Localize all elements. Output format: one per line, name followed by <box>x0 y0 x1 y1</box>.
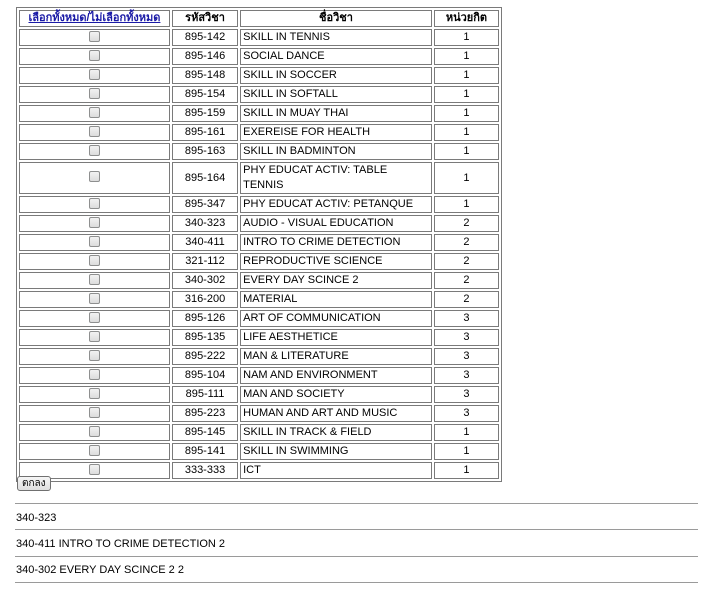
course-code-cell: 321-112 <box>172 253 238 270</box>
table-row <box>19 48 499 65</box>
course-credit-cell: 2 <box>434 253 499 270</box>
row-select-cell <box>19 386 170 403</box>
course-name-cell: AUDIO - VISUAL EDUCATION <box>240 215 432 232</box>
course-checkbox[interactable] <box>89 426 100 437</box>
course-code-cell: 333-333 <box>172 462 238 479</box>
row-select-cell <box>19 196 170 213</box>
course-checkbox[interactable] <box>89 217 100 228</box>
course-name-cell: SKILL IN SOCCER <box>240 67 432 84</box>
course-checkbox[interactable] <box>89 198 100 209</box>
course-checkbox[interactable] <box>89 331 100 342</box>
course-credit-cell: 1 <box>434 443 499 460</box>
course-code-cell: 895-347 <box>172 196 238 213</box>
table-row <box>19 329 499 346</box>
course-name-cell: MAN AND SOCIETY <box>240 386 432 403</box>
row-select-cell <box>19 162 170 194</box>
divider <box>15 503 698 504</box>
course-credit-cell: 1 <box>434 143 499 160</box>
row-select-cell <box>19 272 170 289</box>
course-checkbox[interactable] <box>89 107 100 118</box>
course-checkbox[interactable] <box>89 255 100 266</box>
course-checkbox[interactable] <box>89 388 100 399</box>
course-checkbox[interactable] <box>89 236 100 247</box>
table-row <box>19 29 499 46</box>
course-code-cell: 895-159 <box>172 105 238 122</box>
course-credit-cell: 1 <box>434 162 499 194</box>
course-code-cell: 340-302 <box>172 272 238 289</box>
course-name-cell: MATERIAL <box>240 291 432 308</box>
course-checkbox[interactable] <box>89 88 100 99</box>
course-code-cell: 895-135 <box>172 329 238 346</box>
table-row <box>19 405 499 422</box>
divider <box>15 556 698 557</box>
course-code-cell: 895-154 <box>172 86 238 103</box>
course-name-cell: EXEREISE FOR HEALTH <box>240 124 432 141</box>
table-header-row <box>19 10 499 27</box>
course-checkbox[interactable] <box>89 350 100 361</box>
row-select-cell <box>19 124 170 141</box>
row-select-cell <box>19 405 170 422</box>
table-row <box>19 367 499 384</box>
course-credit-cell: 1 <box>434 462 499 479</box>
course-code-cell: 895-163 <box>172 143 238 160</box>
course-credit-cell: 2 <box>434 215 499 232</box>
table-row <box>19 386 499 403</box>
row-select-cell <box>19 234 170 251</box>
table-row <box>19 348 499 365</box>
course-name-cell: ICT <box>240 462 432 479</box>
course-name-cell: LIFE AESTHETICE <box>240 329 432 346</box>
header-select-toggle <box>19 10 170 27</box>
selected-course-line: 340-302 EVERY DAY SCINCE 2 2 <box>16 564 184 576</box>
course-credit-cell: 1 <box>434 424 499 441</box>
table-row <box>19 234 499 251</box>
table-row <box>19 86 499 103</box>
row-select-cell <box>19 443 170 460</box>
course-checkbox[interactable] <box>89 274 100 285</box>
course-code-cell: 895-222 <box>172 348 238 365</box>
course-credit-cell: 3 <box>434 310 499 327</box>
course-checkbox[interactable] <box>89 293 100 304</box>
course-credit-cell: 1 <box>434 196 499 213</box>
course-name-cell: REPRODUCTIVE SCIENCE <box>240 253 432 270</box>
row-select-cell <box>19 67 170 84</box>
table-row <box>19 424 499 441</box>
course-credit-cell: 1 <box>434 29 499 46</box>
course-name-cell: EVERY DAY SCINCE 2 <box>240 272 432 289</box>
course-checkbox[interactable] <box>89 31 100 42</box>
course-table <box>16 7 502 482</box>
table-row <box>19 143 499 160</box>
course-credit-cell: 3 <box>434 348 499 365</box>
select-all-toggle-link[interactable]: เลือกทั้งหมด/ไม่เลือกทั้งหมด <box>28 12 161 24</box>
table-row <box>19 310 499 327</box>
course-checkbox[interactable] <box>89 50 100 61</box>
course-code-cell: 340-411 <box>172 234 238 251</box>
course-credit-cell: 3 <box>434 386 499 403</box>
course-checkbox[interactable] <box>89 69 100 80</box>
course-credit-cell: 1 <box>434 67 499 84</box>
divider <box>15 529 698 530</box>
course-checkbox[interactable] <box>89 126 100 137</box>
course-credit-cell: 1 <box>434 105 499 122</box>
selected-course-line: 340-323 <box>16 512 57 524</box>
course-credit-cell: 1 <box>434 124 499 141</box>
row-select-cell <box>19 329 170 346</box>
row-select-cell <box>19 348 170 365</box>
course-credit-cell: 2 <box>434 291 499 308</box>
course-checkbox[interactable] <box>89 369 100 380</box>
table-row <box>19 105 499 122</box>
table-row <box>19 162 499 194</box>
course-code-cell: 895-141 <box>172 443 238 460</box>
row-select-cell <box>19 367 170 384</box>
row-select-cell <box>19 253 170 270</box>
table-row <box>19 291 499 308</box>
course-code-cell: 895-145 <box>172 424 238 441</box>
row-select-cell <box>19 291 170 308</box>
divider <box>15 582 698 583</box>
course-name-cell: SOCIAL DANCE <box>240 48 432 65</box>
course-checkbox[interactable] <box>89 312 100 323</box>
course-rows <box>19 29 499 479</box>
row-select-cell <box>19 310 170 327</box>
course-checkbox[interactable] <box>89 445 100 456</box>
course-credit-cell: 2 <box>434 272 499 289</box>
course-credit-cell: 3 <box>434 405 499 422</box>
course-code-cell: 316-200 <box>172 291 238 308</box>
table-row <box>19 67 499 84</box>
row-select-cell <box>19 424 170 441</box>
course-name-cell: SKILL IN SWIMMING <box>240 443 432 460</box>
course-credit-cell: 3 <box>434 367 499 384</box>
course-checkbox[interactable] <box>89 171 100 182</box>
row-select-cell <box>19 215 170 232</box>
table-row <box>19 124 499 141</box>
course-code-cell: 895-142 <box>172 29 238 46</box>
table-row <box>19 196 499 213</box>
course-checkbox[interactable] <box>89 407 100 418</box>
course-checkbox[interactable] <box>89 145 100 156</box>
course-code-cell: 895-161 <box>172 124 238 141</box>
course-name-cell: INTRO TO CRIME DETECTION <box>240 234 432 251</box>
row-select-cell <box>19 48 170 65</box>
course-checkbox[interactable] <box>89 464 100 475</box>
course-code-cell: 895-148 <box>172 67 238 84</box>
course-name-cell: SKILL IN BADMINTON <box>240 143 432 160</box>
course-code-cell: 895-111 <box>172 386 238 403</box>
row-select-cell <box>19 105 170 122</box>
table-row <box>19 462 499 479</box>
course-credit-cell: 1 <box>434 48 499 65</box>
course-name-cell: ART OF COMMUNICATION <box>240 310 432 327</box>
course-credit-cell: 2 <box>434 234 499 251</box>
course-name-cell: SKILL IN SOFTALL <box>240 86 432 103</box>
course-credit-cell: 3 <box>434 329 499 346</box>
course-code-cell: 895-104 <box>172 367 238 384</box>
table-row <box>19 215 499 232</box>
course-code-cell: 895-223 <box>172 405 238 422</box>
course-name-cell: NAM AND ENVIRONMENT <box>240 367 432 384</box>
course-code-cell: 895-164 <box>172 162 238 194</box>
submit-button[interactable]: ตกลง <box>17 476 51 491</box>
course-code-cell: 340-323 <box>172 215 238 232</box>
course-name-cell: SKILL IN TENNIS <box>240 29 432 46</box>
selected-course-line: 340-411 INTRO TO CRIME DETECTION 2 <box>16 538 226 550</box>
course-name-cell: MAN & LITERATURE <box>240 348 432 365</box>
course-code-cell: 895-126 <box>172 310 238 327</box>
course-name-cell: HUMAN AND ART AND MUSIC <box>240 405 432 422</box>
table-row <box>19 272 499 289</box>
row-select-cell <box>19 86 170 103</box>
course-name-cell: SKILL IN TRACK & FIELD <box>240 424 432 441</box>
table-row <box>19 253 499 270</box>
course-name-cell: PHY EDUCAT ACTIV: PETANQUE <box>240 196 432 213</box>
row-select-cell <box>19 29 170 46</box>
table-row <box>19 443 499 460</box>
course-code-cell: 895-146 <box>172 48 238 65</box>
course-name-cell: PHY EDUCAT ACTIV: TABLE TENNIS <box>240 162 432 194</box>
header-course-code: รหัสวิชา <box>172 10 238 27</box>
header-course-name: ชื่อวิชา <box>240 10 432 27</box>
course-credit-cell: 1 <box>434 86 499 103</box>
row-select-cell <box>19 143 170 160</box>
course-name-cell: SKILL IN MUAY THAI <box>240 105 432 122</box>
header-credit: หน่วยกิต <box>434 10 499 27</box>
